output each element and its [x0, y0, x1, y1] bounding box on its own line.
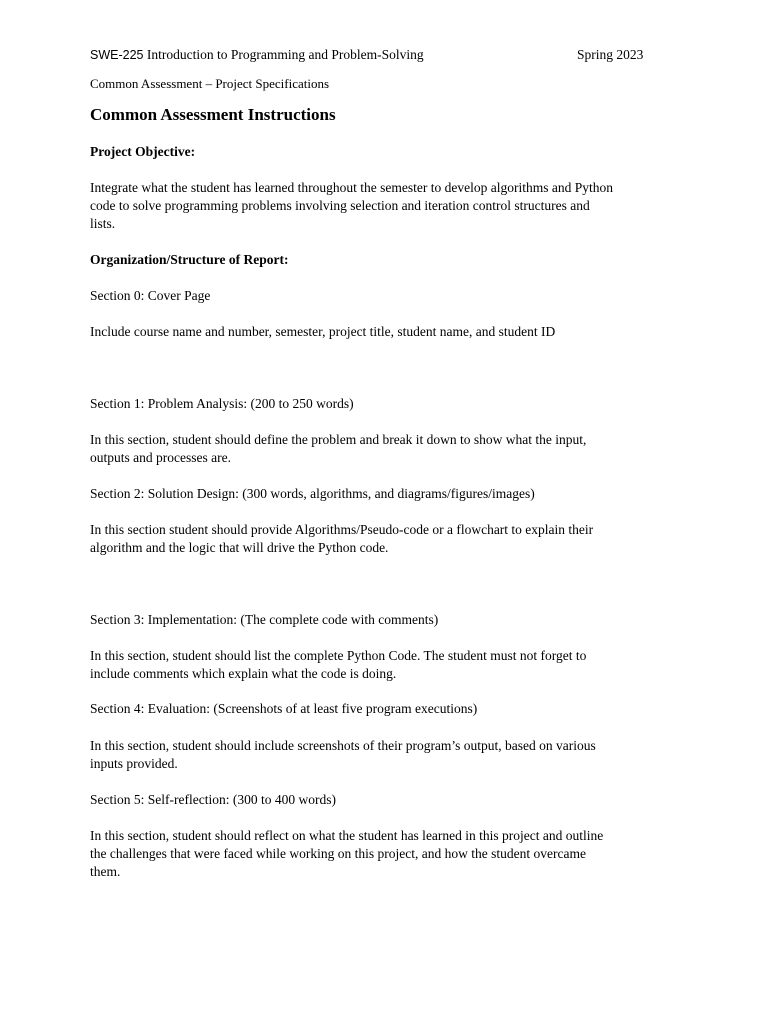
objective-line: lists.	[90, 216, 116, 231]
semester: Spring 2023	[577, 47, 644, 62]
section-body-line: include comments which explain what the code is doing.	[90, 666, 397, 681]
objective-line: code to solve programming problems involving selection and iteration control structures and	[90, 198, 590, 213]
section-4-heading: Section 4: Evaluation: (Screenshots of at least five program executions)	[90, 701, 478, 716]
objective-paragraph	[90, 179, 690, 233]
section-3-body	[90, 647, 690, 683]
course-code: SWE-225	[90, 48, 144, 62]
document-subtitle: Common Assessment – Project Specifications	[90, 76, 330, 91]
section-0-heading: Section 0: Cover Page	[90, 288, 211, 303]
section-body-line: Include course name and number, semester, project title, student name, and student ID	[90, 324, 556, 339]
section-2-body	[90, 521, 690, 557]
section-body-line: In this section, student should list the complete Python Code. The student must not forget to	[90, 648, 587, 663]
section-3-heading: Section 3: Implementation: (The complete code with comments)	[90, 612, 439, 627]
course-name: Introduction to Programming and Problem-Solving	[143, 47, 424, 62]
section-body-line: In this section student should provide Algorithms/Pseudo-code or a flowchart to explain their	[90, 522, 594, 537]
section-1-body	[90, 431, 690, 467]
section-body-line: In this section, student should define the problem and break it down to show what the input,	[90, 432, 587, 447]
section-0-body	[90, 323, 690, 341]
section-1-heading: Section 1: Problem Analysis: (200 to 250 words)	[90, 396, 354, 411]
section-5-body	[90, 827, 690, 881]
objective-line: Integrate what the student has learned throughout the semester to develop algorithms and Python	[90, 180, 613, 195]
section-4-body	[90, 737, 690, 773]
section-body-line: them.	[90, 864, 121, 879]
section-body-line: In this section, student should include screenshots of their program’s output, based on various	[90, 738, 596, 753]
section-5-heading: Section 5: Self-reflection: (300 to 400 words)	[90, 792, 336, 807]
section-body-line: inputs provided.	[90, 756, 178, 771]
section-body-line: the challenges that were faced while working on this project, and how the student overcame	[90, 846, 586, 861]
section-body-line: outputs and processes are.	[90, 450, 231, 465]
structure-heading: Organization/Structure of Report:	[90, 252, 289, 267]
section-body-line: In this section, student should reflect on what the student has learned in this project and outline	[90, 828, 604, 843]
document-title: Common Assessment Instructions	[90, 105, 336, 124]
page-header	[90, 46, 660, 64]
section-2-heading: Section 2: Solution Design: (300 words, algorithms, and diagrams/figures/images)	[90, 486, 535, 501]
section-body-line: algorithm and the logic that will drive the Python code.	[90, 540, 389, 555]
objective-heading: Project Objective:	[90, 144, 196, 159]
